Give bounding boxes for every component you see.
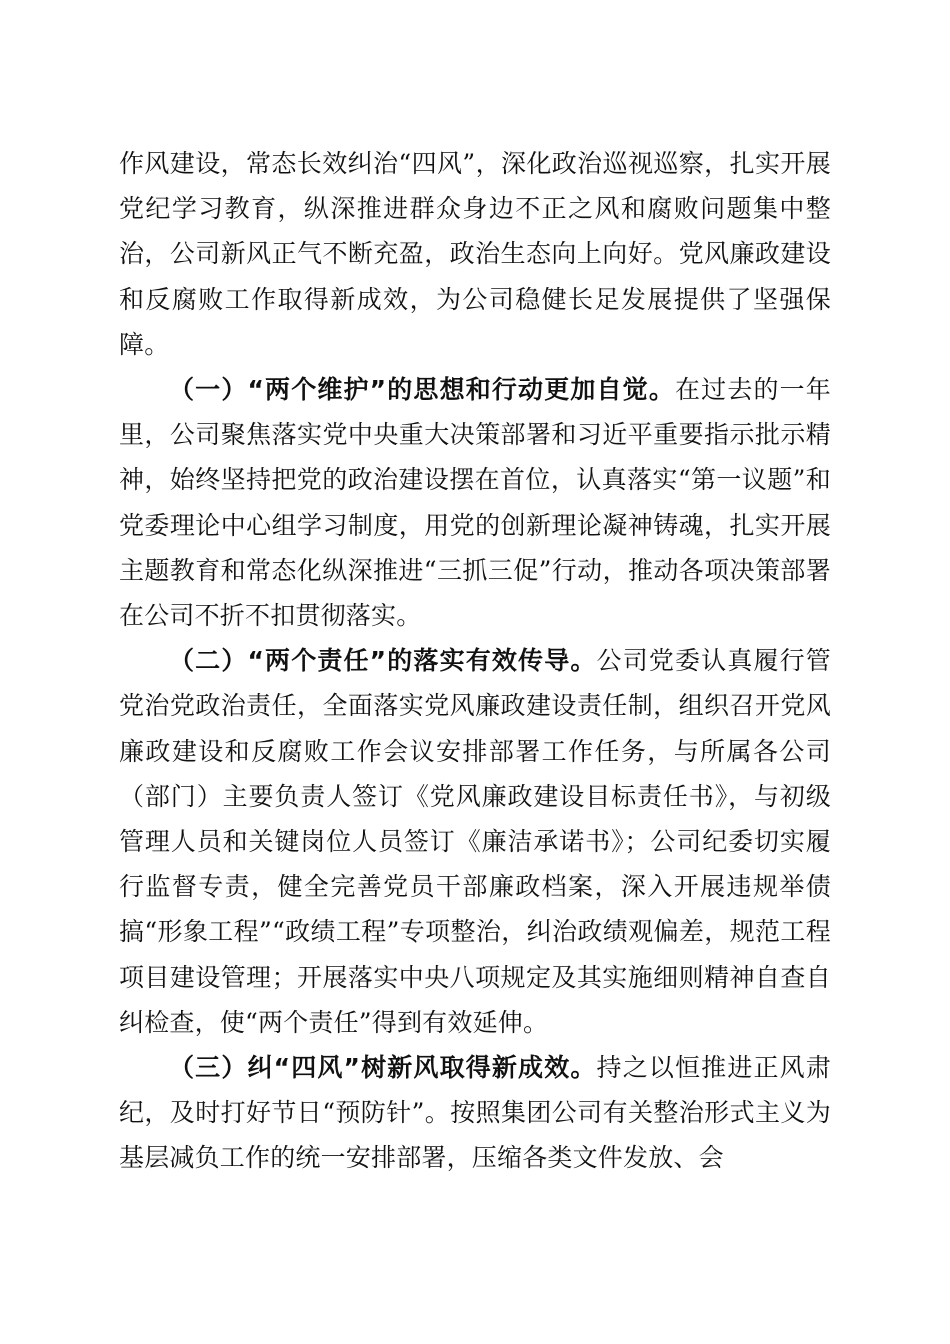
section-3-heading: （三）纠“四风”树新风取得新成效。: [169, 1053, 597, 1083]
paragraph-section-2: [119, 638, 831, 1045]
section-2-text: 公司党委认真履行管党治党政治责任，全面落实党风廉政建设责任制，组织召开党风廉政建设和反腐败工作会议安排部署工作任务，与所属各公司（部门）主要负责人签订《党风廉政建设目标责任书》，与初级管理人员和关键岗位人员签订《廉洁承诺书》；公司纪委切实履行监督专责，健全完善党员干部廉政档案，深入开展违规举债搞“形象工程”“政绩工程”专项整治，纠治政绩观偏差，规范工程项目建设管理；开展落实中央八项规定及其实施细则精神自查自纠检查，使“两个责任”得到有效延伸。: [119, 646, 831, 1037]
paragraph-intro-text: 作风建设，常态长效纠治“四风”，深化政治巡视巡察，扎实开展党纪学习教育，纵深推进群众身边不正之风和腐败问题集中整治，公司新风正气不断充盈，政治生态向上向好。党风廉政建设和反腐败工作取得新成效，为公司稳健长足发展提供了坚强保障。: [119, 149, 831, 359]
paragraph-section-3: [119, 1045, 831, 1181]
document-body: [119, 141, 831, 1181]
paragraph-section-1: [119, 367, 831, 638]
section-3-text: 持之以恒推进正风肃纪，及时打好节日“预防针”。按照集团公司有关整治形式主义为基层减负工作的统一安排部署，压缩各类文件发放、会: [119, 1053, 831, 1173]
section-1-text: 在过去的一年里，公司聚焦落实党中央重大决策部署和习近平重要指示批示精神，始终坚持把党的政治建设摆在首位，认真落实“第一议题”和党委理论中心组学习制度，用党的创新理论凝神铸魂，扎实开展主题教育和常态化纵深推进“三抓三促”行动，推动各项决策部署在公司不折不扣贯彻落实。: [119, 375, 832, 631]
paragraph-intro: [119, 141, 831, 367]
section-2-heading: （二）“两个责任”的落实有效传导。: [169, 646, 597, 676]
section-1-heading: （一）“两个维护”的思想和行动更加自觉。: [169, 375, 676, 405]
